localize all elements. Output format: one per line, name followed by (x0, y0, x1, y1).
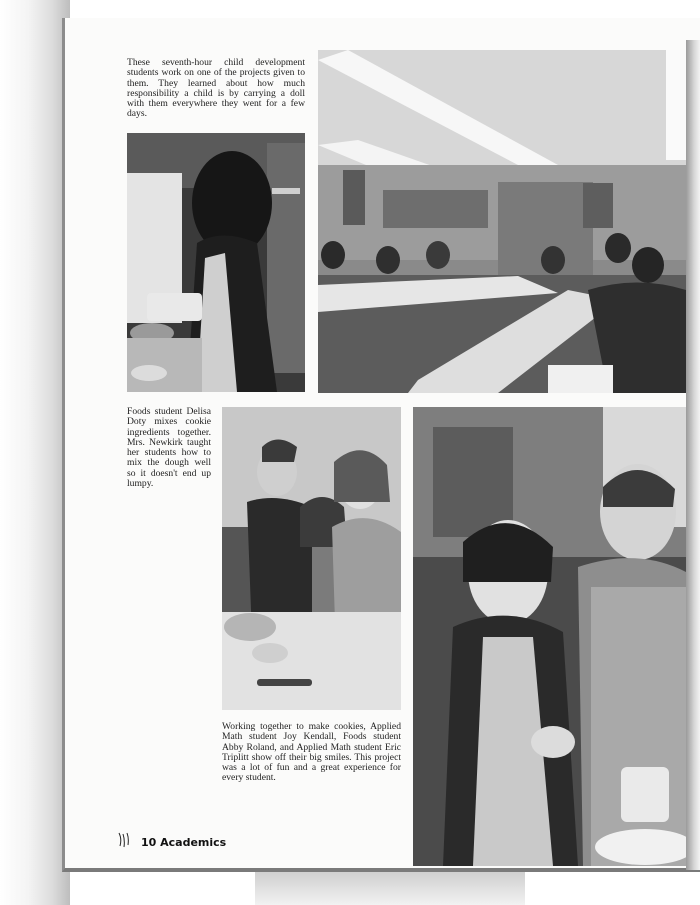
photo-students-smiling (222, 407, 401, 710)
photo-smiling-image (222, 407, 401, 710)
photo-measuring-image (413, 407, 686, 866)
caption-foods-student: Foods student Delisa Doty mixes cookie ingredients together. Mrs. Newkirk taught her students how to mix the dough well so it doesn't end up lumpy. (127, 406, 211, 490)
photo-mixing-image (127, 133, 305, 392)
caption-cookies: Working together to make cookies, Applied Math student Joy Kendall, Foods student Abby Roland, and Applied Math student Eric Triplitt show off their big smiles. This project was a lot of fun and a great experience for every student. (222, 721, 401, 784)
photo-students-measuring (413, 407, 686, 866)
photo-classroom (318, 50, 686, 393)
page-folio: 10 Academics (141, 836, 227, 849)
caption-child-development: These seventh-hour child development students work on one of the projects given to them. They learned about how much responsibility a child is by carrying a doll with them everywhere they went for a few days. (127, 57, 305, 120)
scan-shadow (0, 0, 70, 905)
photo-classroom-image (318, 50, 686, 393)
folio-ornament-icon (116, 831, 132, 849)
photo-student-mixing-ingredients (127, 133, 305, 392)
scan-bottom-shadow (255, 872, 525, 905)
page-gutter-shadow (686, 40, 700, 870)
